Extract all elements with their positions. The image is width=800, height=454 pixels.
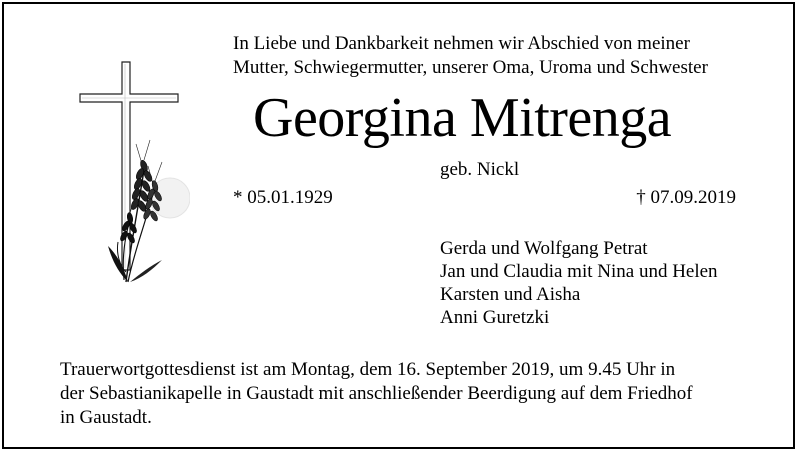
mourners-list <box>440 237 718 329</box>
service-line: der Sebastianikapelle in Gaustadt mit anschließender Beerdigung auf dem Friedhof <box>60 383 693 404</box>
service-line: in Gaustadt. <box>60 407 152 428</box>
intro-line: In Liebe und Dankbarkeit nehmen wir Abschied von meiner <box>233 33 690 54</box>
death-date: † 07.09.2019 <box>636 187 736 208</box>
mourner-entry: Karsten und Aisha <box>440 284 581 305</box>
service-info <box>60 358 693 430</box>
intro-text <box>233 32 708 80</box>
birth-date: * 05.01.1929 <box>233 187 333 208</box>
mourner-entry: Anni Guretzki <box>440 307 550 328</box>
mourner-entry: Jan und Claudia mit Nina und Helen <box>440 261 718 282</box>
deceased-name: Georgina Mitrenga <box>253 87 672 149</box>
service-line: Trauerwortgottesdienst ist am Montag, dem 16. September 2019, um 9.45 Uhr in <box>60 359 676 380</box>
maiden-name: geb. Nickl <box>440 159 520 180</box>
mourner-entry: Gerda und Wolfgang Petrat <box>440 238 648 259</box>
cross-with-wheat-icon <box>78 60 190 286</box>
intro-line: Mutter, Schwiegermutter, unserer Oma, Uroma und Schwester <box>233 57 708 78</box>
